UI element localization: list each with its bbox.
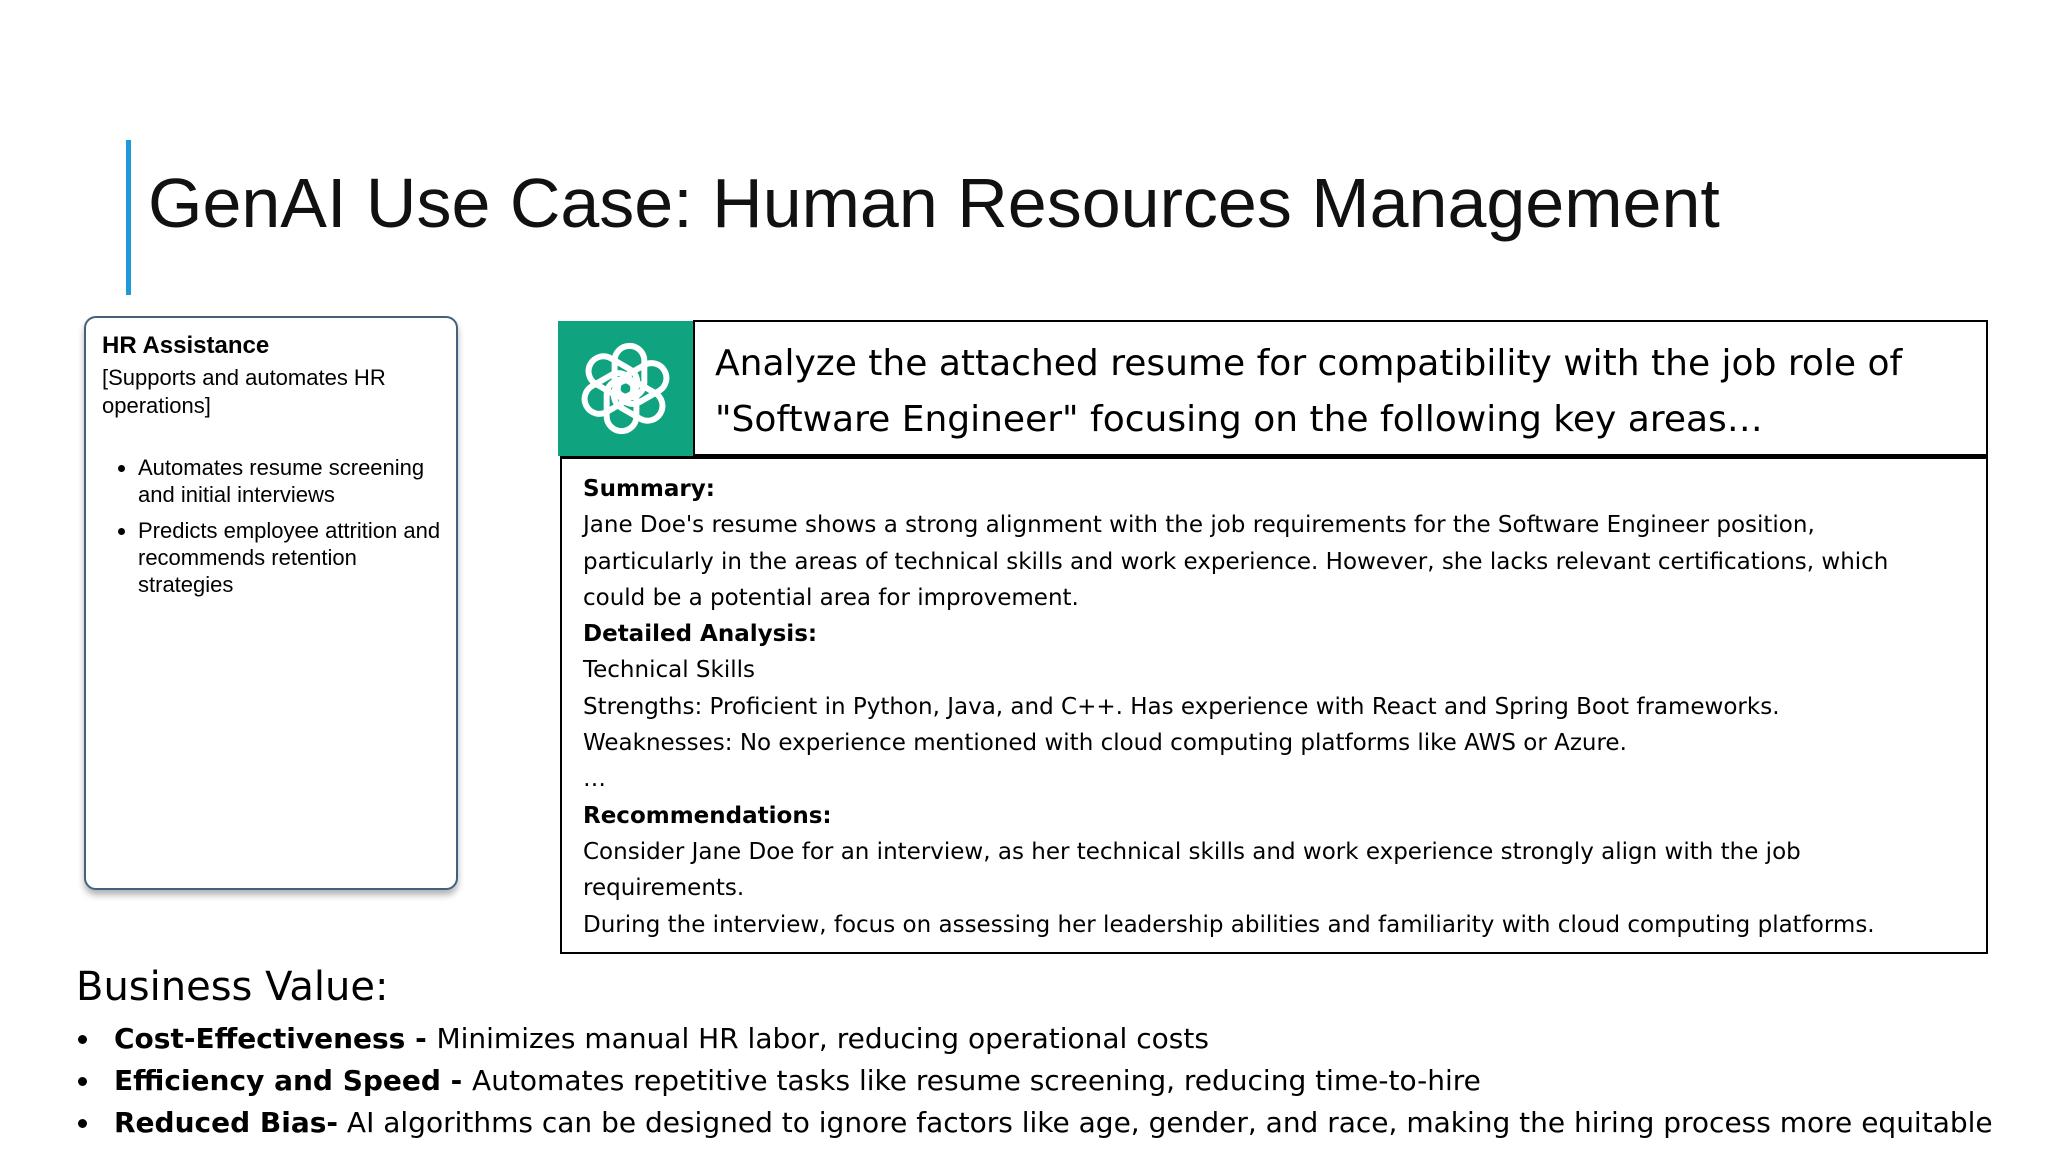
recommendations-heading: Recommendations: — [583, 802, 832, 829]
bullet-icon — [78, 1119, 87, 1128]
value-label: Cost-Effectiveness - — [114, 1022, 437, 1055]
hr-assistance-card — [84, 316, 458, 890]
card-item-text: Predicts employee attrition and recommends retention strategies — [138, 518, 441, 597]
summary-line: particularly in the areas of technical skills and work experience. However, she lacks relevant certifications, which — [583, 548, 1889, 575]
bullet-icon — [78, 1077, 87, 1086]
list-item — [76, 1018, 2036, 1060]
card-feature-list — [102, 454, 452, 607]
card-subtitle: [Supports and automates HR operations] — [102, 365, 386, 418]
analysis-line: … — [583, 766, 606, 793]
bullet-icon — [118, 465, 125, 472]
summary-heading: Summary: — [583, 476, 715, 502]
list-item — [76, 1060, 2036, 1102]
value-label: Reduced Bias- — [114, 1106, 339, 1139]
business-value-heading: Business Value: — [76, 964, 389, 1010]
card-title: HR Assistance — [102, 332, 270, 359]
recommendation-line: requirements. — [583, 875, 745, 902]
list-item — [76, 1102, 2036, 1144]
prompt-text: Analyze the attached resume for compatibility with the job role of "Software Engineer" focusing on the following key areas… — [715, 343, 1903, 440]
openai-knot-icon — [566, 329, 685, 448]
bullet-icon — [78, 1035, 87, 1044]
recommendation-line: During the interview, focus on assessing her leadership abilities and familiarity with cloud computing platforms. — [583, 911, 1875, 938]
business-value-list — [76, 1018, 2036, 1144]
response-content — [583, 471, 1973, 943]
value-text: Automates repetitive tasks like resume screening, reducing time-to-hire — [472, 1064, 1481, 1097]
title-accent-bar — [126, 140, 131, 295]
bullet-icon — [118, 528, 125, 535]
list-item — [102, 517, 452, 598]
analysis-line: Technical Skills — [583, 657, 755, 684]
value-text: AI algorithms can be designed to ignore factors like age, gender, and race, making the hiring process more equitable — [338, 1106, 1993, 1139]
card-item-text: Automates resume screening and initial interviews — [138, 455, 425, 507]
chatgpt-logo-icon — [558, 321, 693, 456]
value-label: Efficiency and Speed - — [114, 1064, 473, 1097]
response-box — [560, 456, 1988, 954]
summary-line: could be a potential area for improvement. — [583, 584, 1079, 611]
list-item — [102, 454, 452, 508]
value-text: Minimizes manual HR labor, reducing operational costs — [436, 1022, 1209, 1055]
page-title: GenAI Use Case: Human Resources Management — [148, 164, 1720, 242]
analysis-line: Weaknesses: No experience mentioned with cloud computing platforms like AWS or Azure. — [583, 730, 1627, 757]
analysis-heading: Detailed Analysis: — [583, 621, 818, 648]
prompt-box — [693, 320, 1988, 456]
analysis-line: Strengths: Proficient in Python, Java, and C++. Has experience with React and Spring Boot frameworks. — [583, 693, 1780, 720]
recommendation-line: Consider Jane Doe for an interview, as her technical skills and work experience strongly align with the job — [583, 838, 1801, 865]
summary-line: Jane Doe's resume shows a strong alignment with the job requirements for the Software Engineer position, — [583, 512, 1815, 539]
